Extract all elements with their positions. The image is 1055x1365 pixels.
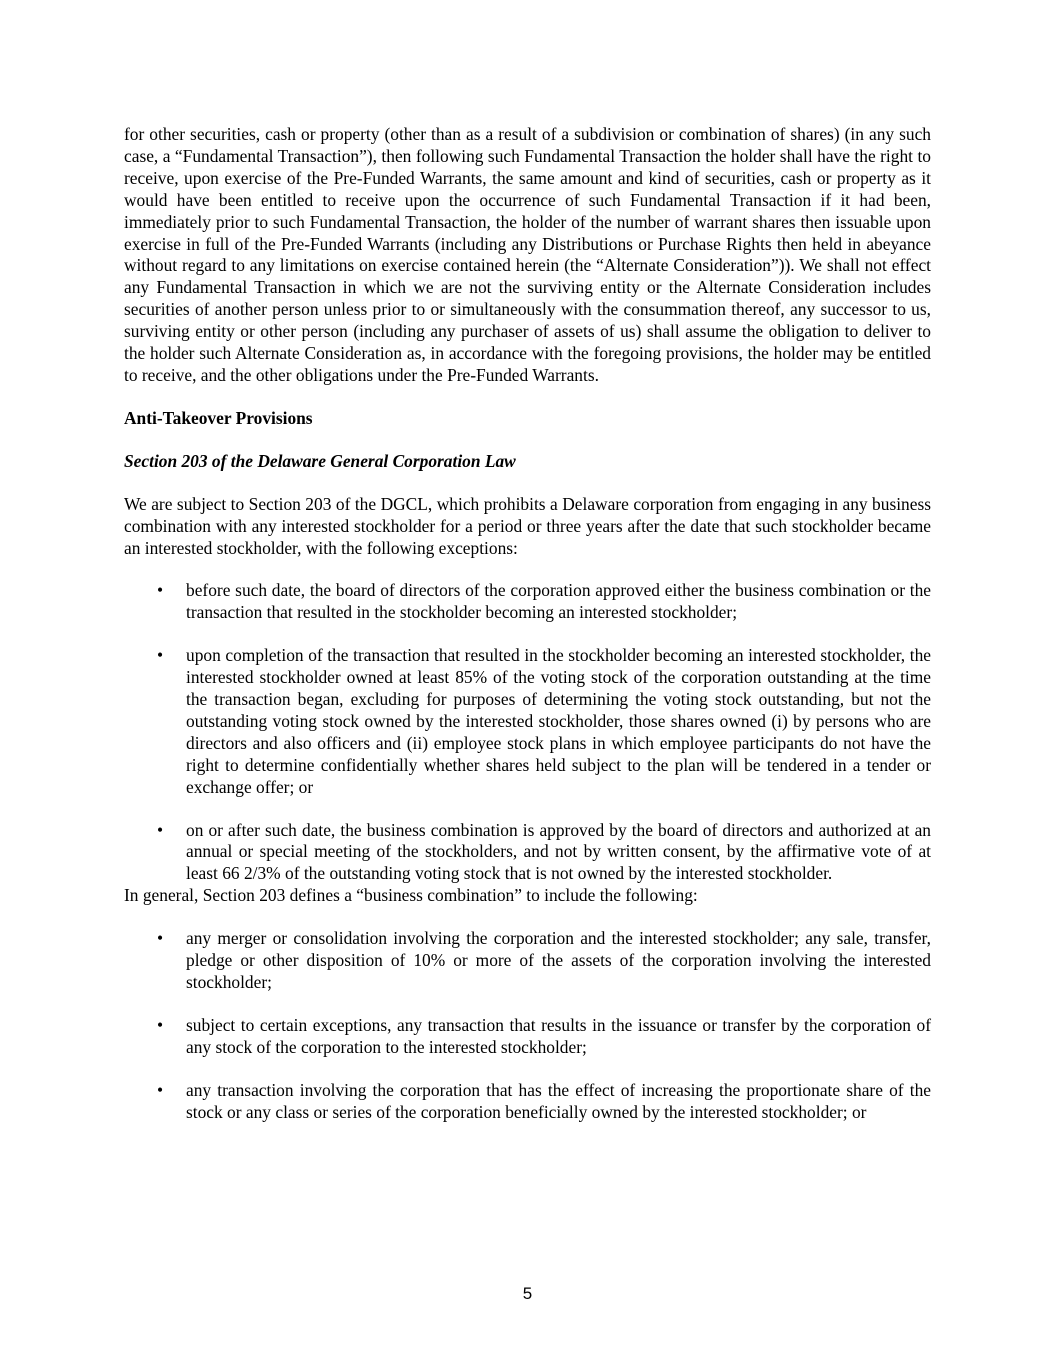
document-page [124, 124, 931, 1145]
business-combination-list [124, 928, 931, 1123]
list-item [124, 928, 931, 994]
bullet-icon: • [156, 1014, 164, 1035]
list-item-text: any merger or consolidation involving the corporation and the interested stockholder; any sale, transfer, pledge or other disposition of 10% or more of the assets of the corporation involving the interested stockholder; [186, 928, 931, 992]
list-item-text: on or after such date, the business combination is approved by the board of directors and authorized at an annual or special meeting of the stockholders, and not by written consent, by the affirmative vote of at least 66 2/3% of the outstanding voting stock that is not owned by the interested stockholder. [186, 819, 931, 884]
exceptions-list [124, 580, 931, 885]
list-item [124, 645, 931, 798]
bullet-icon: • [156, 580, 164, 601]
list-item [124, 1080, 931, 1124]
bullet-icon: • [156, 928, 164, 949]
list-item [124, 1015, 931, 1059]
section-heading: Anti-Takeover Provisions [124, 407, 313, 428]
list-item-text: before such date, the board of directors of the corporation approved either the business combination or the transaction that resulted in the stockholder becoming an interested stockholder; [186, 580, 931, 623]
section-203-paragraph: We are subject to Section 203 of the DGCL, which prohibits a Delaware corporation from engaging in any business combination with any interested stockholder for a period or three years after the date that such stockholder became an interested stockholder, with the following exceptions: [124, 493, 931, 558]
list-item [124, 820, 931, 886]
list-item [124, 580, 931, 624]
list-item-text: upon completion of the transaction that resulted in the stockholder becoming an interested stockholder, the interested stockholder owned at least 85% of the voting stock of the corporation outstanding at the time the transaction began, excluding for purposes of determining the voting stock outstanding, but not the outstanding voting stock owned by the interested stockholder, those shares owned (i) by persons who are directors and also officers and (ii) employee stock plans in which employee participants do not have the right to determine confidentially whether shares held subject to the plan will be tendered in a tender or exchange offer; or [186, 645, 931, 797]
page-number: 5 [522, 1284, 533, 1303]
bullet-icon: • [156, 819, 164, 840]
bullet-icon: • [156, 645, 164, 666]
bullet-icon: • [156, 1079, 164, 1100]
section-subheading: Section 203 of the Delaware General Corporation Law [124, 450, 516, 471]
list-item-text: subject to certain exceptions, any transaction that results in the issuance or transfer by the corporation of any stock of the corporation to the interested stockholder; [186, 1014, 931, 1057]
general-paragraph: In general, Section 203 defines a “business combination” to include the following: [124, 885, 698, 906]
list-item-text: any transaction involving the corporation that has the effect of increasing the proportionate share of the stock or any class or series of the corporation beneficially owned by the interested stockholder; or [186, 1079, 931, 1122]
intro-paragraph: for other securities, cash or property (other than as a result of a subdivision or combination of shares) (in any such case, a “Fundamental Transaction”), then following such Fundamental Transaction the holder shall have the right to receive, upon exercise of the Pre-Funded Warrants, the same amount and kind of securities, cash or property as it would have been entitled to receive upon the occurrence of such Fundamental Transaction if it had been, immediately prior to such Fundamental Transaction, the holder of the number of warrant shares then issuable upon exercise in full of the Pre-Funded Warrants (including any Distributions or Purchase Rights then held in abeyance without regard to any limitations on exercise contained herein (the “Alternate Consideration”)). We shall not effect any Fundamental Transaction in which we are not the surviving entity or the Alternate Consideration includes securities of another person unless prior to or simultaneously with the consummation thereof, any successor to us, surviving entity or other person (including any purchaser of assets of us) shall assume the obligation to deliver to the holder such Alternate Consideration as, in accordance with the foregoing provisions, the holder may be entitled to receive, and the other obligations under the Pre-Funded Warrants. [124, 124, 931, 385]
